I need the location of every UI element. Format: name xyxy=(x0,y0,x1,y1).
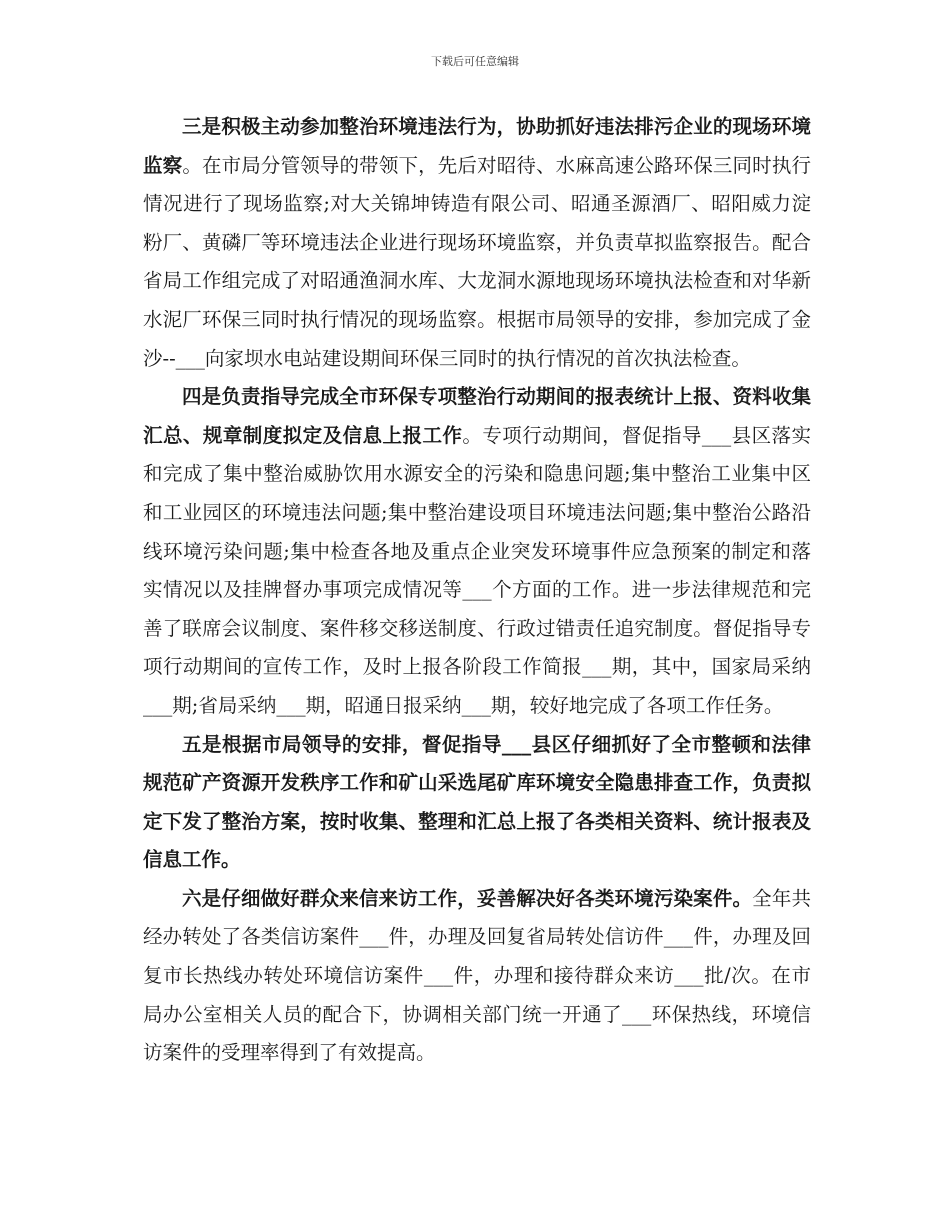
paragraph-3 xyxy=(143,108,811,378)
paragraph-6-body: 全年共经办转处了各类信访案件___件，办理及回复省局转处信访件___件，办理及回复市长热线办转处环境信访案件___件，办理和接待群众来访___批/次。在市局办公室相关人员的配合下，协调相关部门统一开通了___环保热线，环境信访案件的受理率得到了有效提高。 xyxy=(143,886,811,1065)
paragraph-6 xyxy=(143,880,811,1073)
paragraph-3-heading: 三是积极主动参加整治环境违法行为，协助抓好违法排污企业的现场环境监察 xyxy=(143,115,811,177)
paragraph-5-heading: 五是根据市局领导的安排，督促指导___县区仔细抓好了全市整顿和法律规范矿产资源开发秩序工作和矿山采选尾矿库环境安全隐患排查工作，负责拟定下发了整治方案，按时收集、整理和汇总上报了各类相关资料、统计报表及信息工作。 xyxy=(143,732,811,872)
document-body xyxy=(143,108,811,1073)
page-header: 下载后可任意编辑 xyxy=(431,55,519,68)
paragraph-5 xyxy=(143,726,811,880)
paragraph-6-heading: 六是仔细做好群众来信来访工作，妥善解决好各类环境污染案件。 xyxy=(182,886,753,910)
paragraph-4 xyxy=(143,378,811,725)
paragraph-4-heading: 四是负责指导完成全市环保专项整治行动期间的报表统计上报、资料收集汇总、规章制度拟定及信息上报工作 xyxy=(143,385,811,447)
paragraph-4-body: 。专项行动期间，督促指导___县区落实和完成了集中整治威胁饮用水源安全的污染和隐患问题;集中整治工业集中区和工业园区的环境违法问题;集中整治建设项目环境违法问题;集中整治公路沿线环境污染问题;集中检查各地及重点企业突发环境事件应急预案的制定和落实情况以及挂牌督办事项完成情况等___个方面的工作。进一步法律规范和完善了联席会议制度、案件移交移送制度、行政过错责任追究制度。督促指导专项行动期间的宣传工作，及时上报各阶段工作简报___期，其中，国家局采纳___期;省局采纳___期，昭通日报采纳___期，较好地完成了各项工作任务。 xyxy=(143,423,811,717)
paragraph-3-body: 。在市局分管领导的带领下，先后对昭待、水麻高速公路环保三同时执行情况进行了现场监察;对大关锦坤铸造有限公司、昭通圣源酒厂、昭阳威力淀粉厂、黄磷厂等环境违法企业进行现场环境监察，并负责草拟监察报告。配合省局工作组完成了对昭通渔洞水库、大龙洞水源地现场环境执法检查和对华新水泥厂环保三同时执行情况的现场监察。根据市局领导的安排，参加完成了金沙--___向家坝水电站建设期间环保三同时的执行情况的首次执法检查。 xyxy=(143,153,811,370)
